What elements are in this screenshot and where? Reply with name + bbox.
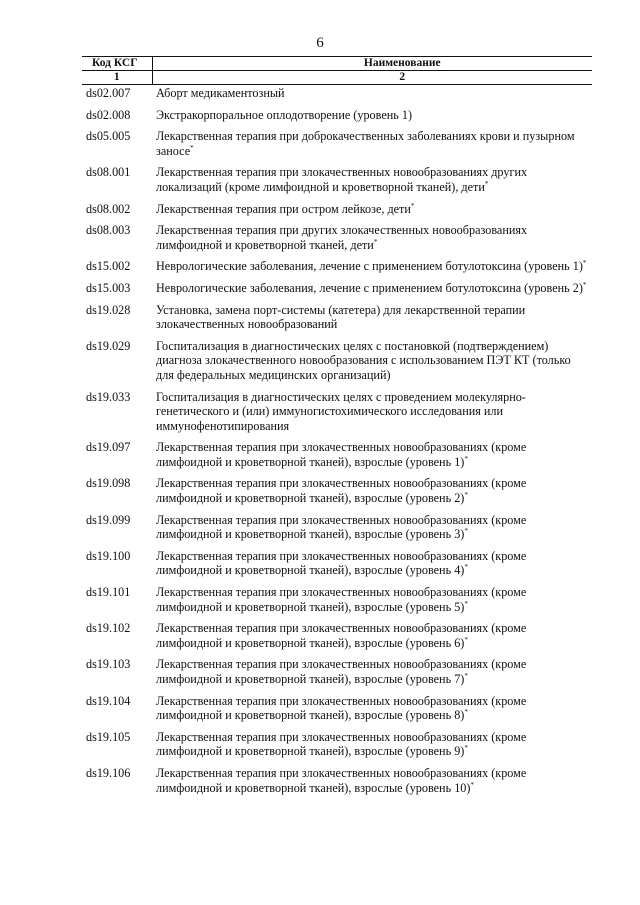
table-header (82, 57, 592, 85)
header-name: Наименование (152, 57, 592, 71)
ksg-name-cell (152, 621, 592, 657)
table-row (82, 621, 592, 657)
ksg-name: Лекарственная терапия при других злокачественных новообразованиях лимфоидной и кроветворной тканей, дети (156, 223, 528, 252)
ksg-name: Лекарственная терапия при злокачественных новообразованиях (кроме лимфоидной и кроветворной тканей), взрослые (уровень 4) (156, 548, 527, 578)
ksg-name: Лекарственная терапия при злокачественных новообразованиях (кроме лимфоидной и кроветворной тканей), взрослые (уровень 2) (156, 476, 527, 506)
footnote-mark: * (464, 491, 468, 500)
ksg-code: ds19.106 (86, 765, 131, 780)
ksg-name-cell (152, 694, 592, 730)
footnote-mark: * (582, 280, 587, 289)
ksg-code: ds19.099 (86, 512, 131, 527)
header-code: Код КСГ (82, 57, 152, 71)
ksg-name: Лекарственная терапия при злокачественных новообразованиях (кроме лимфоидной и кроветворной тканей), взрослые (уровень 6) (156, 621, 527, 650)
ksg-code: ds19.098 (86, 476, 131, 491)
footnote-mark: * (464, 527, 468, 536)
table-row (82, 694, 592, 730)
ksg-name-cell (152, 165, 592, 201)
ksg-name: Госпитализация в диагностических целях с проведением молекулярно-генетического и (или) иммуногистохимического исследования или иммунофенотипирования (156, 389, 526, 433)
ksg-code: ds19.029 (86, 338, 131, 353)
table-row (82, 339, 592, 390)
ksg-name-cell (152, 303, 592, 339)
ksg-code: ds19.100 (86, 548, 131, 563)
ksg-name: Лекарственная терапия при злокачественных новообразованиях (кроме лимфоидной и кроветворной тканей), взрослые (уровень 9) (156, 729, 527, 759)
footnote-mark: * (582, 259, 587, 268)
page-number: 6 (316, 35, 324, 51)
header-column-number-2: 2 (152, 71, 592, 85)
ksg-name-cell (152, 390, 592, 441)
ksg-code: ds05.005 (86, 129, 131, 144)
table-row (82, 730, 592, 766)
table-row (82, 259, 592, 281)
ksg-name-cell (152, 549, 592, 585)
ksg-name-cell (152, 440, 592, 476)
ksg-name: Лекарственная терапия при доброкачественных заболеваниях крови и пузырном заносе (156, 129, 575, 158)
footnote-mark: * (464, 454, 468, 463)
header-column-number-1: 1 (82, 71, 152, 85)
ksg-code: ds19.105 (86, 729, 131, 744)
table-row (82, 440, 592, 476)
ksg-code: ds19.101 (86, 585, 131, 600)
table-row (82, 129, 592, 165)
ksg-name-cell (152, 585, 592, 621)
footnote-mark: * (373, 237, 378, 246)
table-row (82, 223, 592, 259)
ksg-name: Установка, замена порт-системы (катетера) для лекарственной терапии злокачественных новообразований (156, 302, 526, 332)
ksg-name-cell (152, 202, 592, 224)
ksg-code: ds08.002 (86, 201, 131, 216)
table-body (82, 85, 592, 803)
ksg-name: Лекарственная терапия при злокачественных новообразованиях (кроме лимфоидной и кроветворной тканей), взрослые (уровень 3) (156, 512, 527, 542)
footnote-mark: * (464, 563, 468, 572)
ksg-code: ds08.003 (86, 223, 131, 238)
ksg-code: ds19.102 (86, 621, 131, 636)
ksg-code: ds08.001 (86, 165, 131, 180)
table-row (82, 108, 592, 130)
ksg-name: Неврологические заболевания, лечение с применением ботулотоксина (уровень 2) (156, 280, 583, 295)
ksg-code: ds19.103 (86, 657, 131, 672)
table-row (82, 766, 592, 802)
footnote-mark: * (410, 201, 415, 210)
table-row (82, 549, 592, 585)
ksg-code: ds19.028 (86, 302, 131, 317)
ksg-name: Экстракорпоральное оплодотворение (уровень 1) (156, 107, 413, 122)
table-row (82, 85, 592, 108)
ksg-name: Лекарственная терапия при злокачественных новообразованиях (кроме лимфоидной и кроветворной тканей), взрослые (уровень 1) (156, 440, 527, 469)
ksg-name: Лекарственная терапия при злокачественных новообразованиях других локализаций (кроме лимфоидной и кроветворной тканей), дети (156, 165, 528, 194)
footnote-mark: * (464, 708, 468, 717)
table-row (82, 165, 592, 201)
ksg-name: Аборт медикаментозный (156, 86, 285, 100)
ksg-code: ds19.033 (86, 389, 131, 404)
ksg-code: ds19.097 (86, 440, 131, 455)
ksg-name-cell (152, 281, 592, 303)
ksg-table (82, 56, 592, 802)
ksg-name-cell (152, 259, 592, 281)
table-row (82, 281, 592, 303)
table-row (82, 303, 592, 339)
ksg-name-cell (152, 730, 592, 766)
ksg-name-cell (152, 766, 592, 802)
footnote-mark: * (470, 780, 474, 789)
footnote-mark: * (464, 635, 468, 644)
ksg-name-cell (152, 85, 592, 108)
ksg-code: ds02.008 (86, 107, 131, 122)
footnote-mark: * (190, 143, 194, 152)
ksg-code: ds15.003 (86, 280, 131, 295)
ksg-name: Лекарственная терапия при злокачественных новообразованиях (кроме лимфоидной и кроветворной тканей), взрослые (уровень 7) (156, 657, 527, 686)
footnote-mark: * (464, 744, 468, 753)
ksg-name-cell (152, 513, 592, 549)
ksg-name: Лекарственная терапия при остром лейкозе, дети (156, 201, 411, 216)
ksg-name: Лекарственная терапия при злокачественных новообразованиях (кроме лимфоидной и кроветворной тканей), взрослые (уровень 10) (156, 765, 527, 795)
ksg-name: Госпитализация в диагностических целях с постановкой (подтверждением) диагноза злокачественного новообразования с использованием ПЭТ КТ (только для федеральных медицинских организаций) (156, 338, 571, 382)
footnote-mark: * (484, 179, 489, 188)
footnote-mark: * (464, 599, 468, 608)
table-row (82, 476, 592, 512)
table-row (82, 657, 592, 693)
table-row (82, 585, 592, 621)
ksg-code: ds19.104 (86, 693, 131, 708)
footnote-mark: * (464, 672, 468, 680)
table-row (82, 390, 592, 441)
ksg-name: Лекарственная терапия при злокачественных новообразованиях (кроме лимфоидной и кроветворной тканей), взрослые (уровень 5) (156, 585, 527, 614)
ksg-name: Неврологические заболевания, лечение с применением ботулотоксина (уровень 1) (156, 259, 583, 274)
ksg-code: ds15.002 (86, 259, 131, 274)
ksg-name-cell (152, 476, 592, 512)
table-row (82, 202, 592, 224)
ksg-name-cell (152, 657, 592, 693)
ksg-name-cell (152, 108, 592, 130)
table-row (82, 513, 592, 549)
ksg-name-cell (152, 129, 592, 165)
ksg-name-cell (152, 223, 592, 259)
ksg-code: ds02.007 (86, 86, 131, 100)
ksg-name: Лекарственная терапия при злокачественных новообразованиях (кроме лимфоидной и кроветворной тканей), взрослые (уровень 8) (156, 693, 527, 723)
ksg-name-cell (152, 339, 592, 390)
